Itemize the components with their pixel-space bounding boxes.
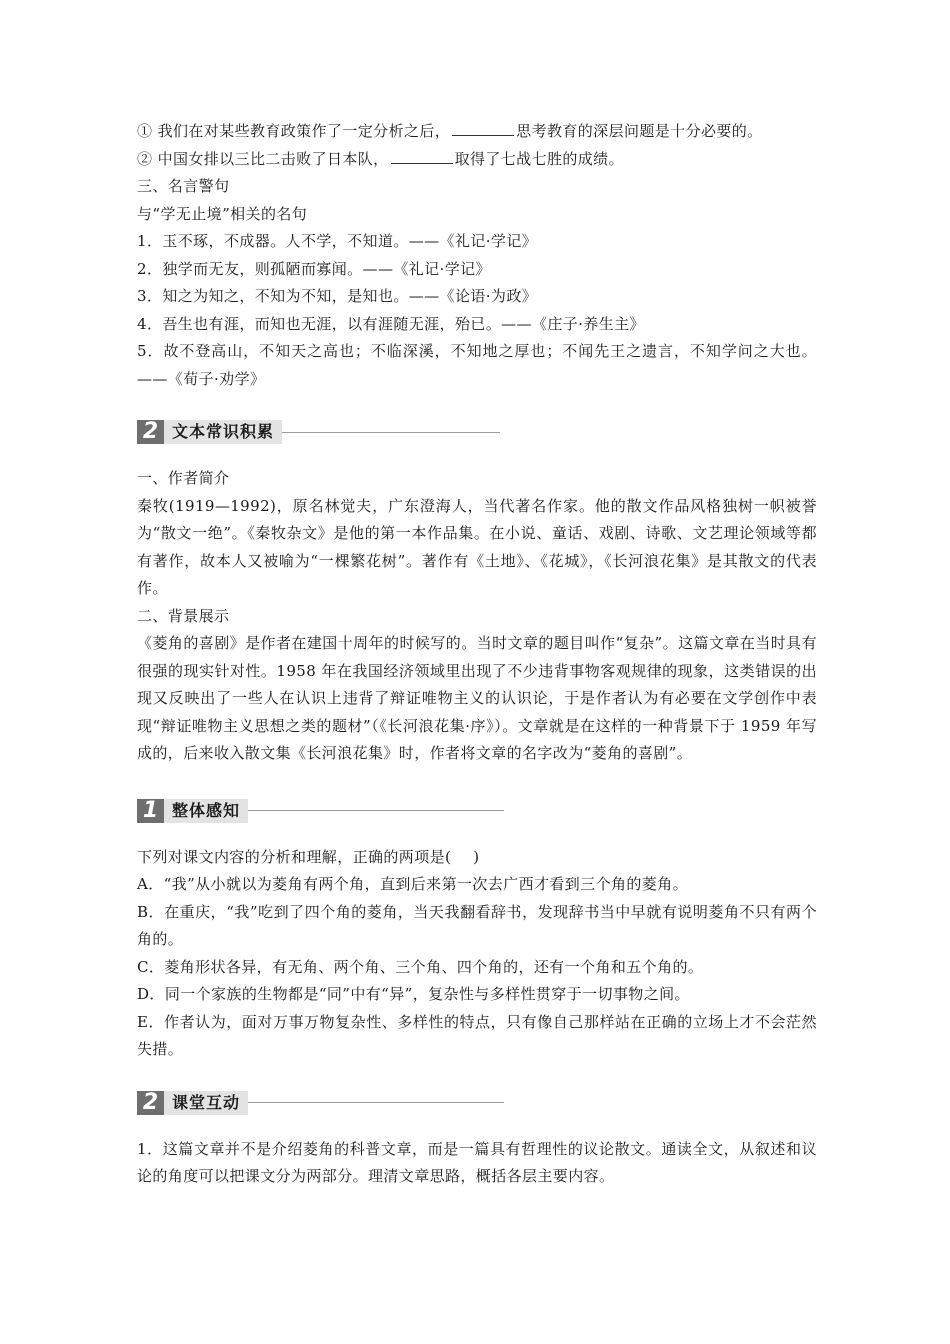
section-divider xyxy=(282,432,500,433)
quote-item: 4．吾生也有涯，而知也无涯，以有涯随无涯，殆已。——《庄子·养生主》 xyxy=(137,314,645,333)
interaction-item-1: 1．这篇文章并不是介绍菱角的科普文章，而是一篇具有哲理性的议论散文。通读全文，从叙述和议论的角度可以把课文分为两部分。理清文章思路，概括各层主要内容。 xyxy=(137,1139,817,1185)
section-title: 文本常识积累 xyxy=(164,420,282,444)
author-heading: 一、作者简介 xyxy=(137,469,230,487)
section-title: 整体感知 xyxy=(164,799,248,823)
document-page xyxy=(137,118,817,1191)
section-divider xyxy=(248,810,504,811)
quote-item: 2．独学而无友，则孤陋而寡闻。——《礼记·学记》 xyxy=(137,259,491,278)
option-e: E．作者认为，面对万事万物复杂性、多样性的特点，只有像自己那样站在正确的立场上才不会茫然失措。 xyxy=(137,1012,817,1058)
section-title: 课堂互动 xyxy=(164,1091,248,1115)
quotes-intro: 与“学无止境”相关的名句 xyxy=(137,204,308,223)
background-paragraph: 《菱角的喜剧》是作者在建国十周年的时候写的。当时文章的题目叫作“复杂”。这篇文章在当时具有很强的现实针对性。1958 年在我国经济领域里出现了不少违背事物客观规律的现象，这类错误的出现又反映出了一些人在认识上违背了辩证唯物主义的认识论，于是作者认为有必要在文学创作中表现“辩证唯物主义思想之类的题材”（《长河浪花集·序》）。文章就是在这样的一种背景下于 1959 年写成的，后来收入散文集《长河浪花集》时，作者将文章的名字改为“菱角的喜剧”。 xyxy=(137,634,817,762)
quote-item: 3．知之为知之，不知为不知，是知也。——《论语·为政》 xyxy=(137,287,538,305)
section-header-overall xyxy=(137,794,817,828)
author-paragraph: 秦牧(1919—1992)，原名林觉夫，广东澄海人，当代著名作家。他的散文作品风格独树一帜被誉为“散文一绝”。《秦牧杂文》是他的第一本作品集。在小说、童话、戏剧、诗歌、文艺理论领域等都有著作，故本人又被喻为“一棵繁花树”。著作有《土地》、《花城》，《长河浪花集》是其散文的代表作。 xyxy=(137,496,817,597)
fill-blank-line-2: ② 中国女排以三比二击败了日本队， 取得了七战七胜的成绩。 xyxy=(137,149,624,168)
answer-blank xyxy=(452,121,514,136)
option-c: C．菱角形状各异，有无角、两个角、三个角、四个角的，还有一个角和五个角的。 xyxy=(137,957,704,976)
option-d: D．同一个家族的生物都是“同”中有“异”，复杂性与多样性贯穿于一切事物之间。 xyxy=(137,985,690,1003)
quotes-heading: 三、名言警句 xyxy=(137,177,230,195)
option-b: B．在重庆，“我”吃到了四个角的菱角，当天我翻看辞书，发现辞书当中早就有说明菱角不只有两个角的。 xyxy=(137,902,817,948)
section-header-interaction xyxy=(137,1086,817,1120)
section-header-knowledge xyxy=(137,415,817,449)
section-number-badge: 2 xyxy=(137,420,164,444)
section-number-badge: 2 xyxy=(137,1091,164,1115)
fill-blank-line-1: ① 我们在对某些教育政策作了一定分析之后， 思考教育的深层问题是十分必要的。 xyxy=(137,122,763,140)
quote-item: 5．故不登高山，不知天之高也；不临深溪，不知地之厚也；不闻先王之遗言，不知学问之大也。——《荀子·劝学》 xyxy=(137,342,817,388)
section-divider xyxy=(248,1102,504,1103)
quote-item: 1．玉不琢，不成器。人不学，不知道。——《礼记·学记》 xyxy=(137,232,538,250)
background-heading: 二、背景展示 xyxy=(137,606,230,625)
answer-blank xyxy=(391,149,453,164)
option-a: A．“我”从小就以为菱角有两个角，直到后来第一次去广西才看到三个角的菱角。 xyxy=(137,875,688,893)
question-stem: 下列对课文内容的分析和理解，正确的两项是( ) xyxy=(137,847,480,866)
section-number-badge: 1 xyxy=(137,799,164,823)
